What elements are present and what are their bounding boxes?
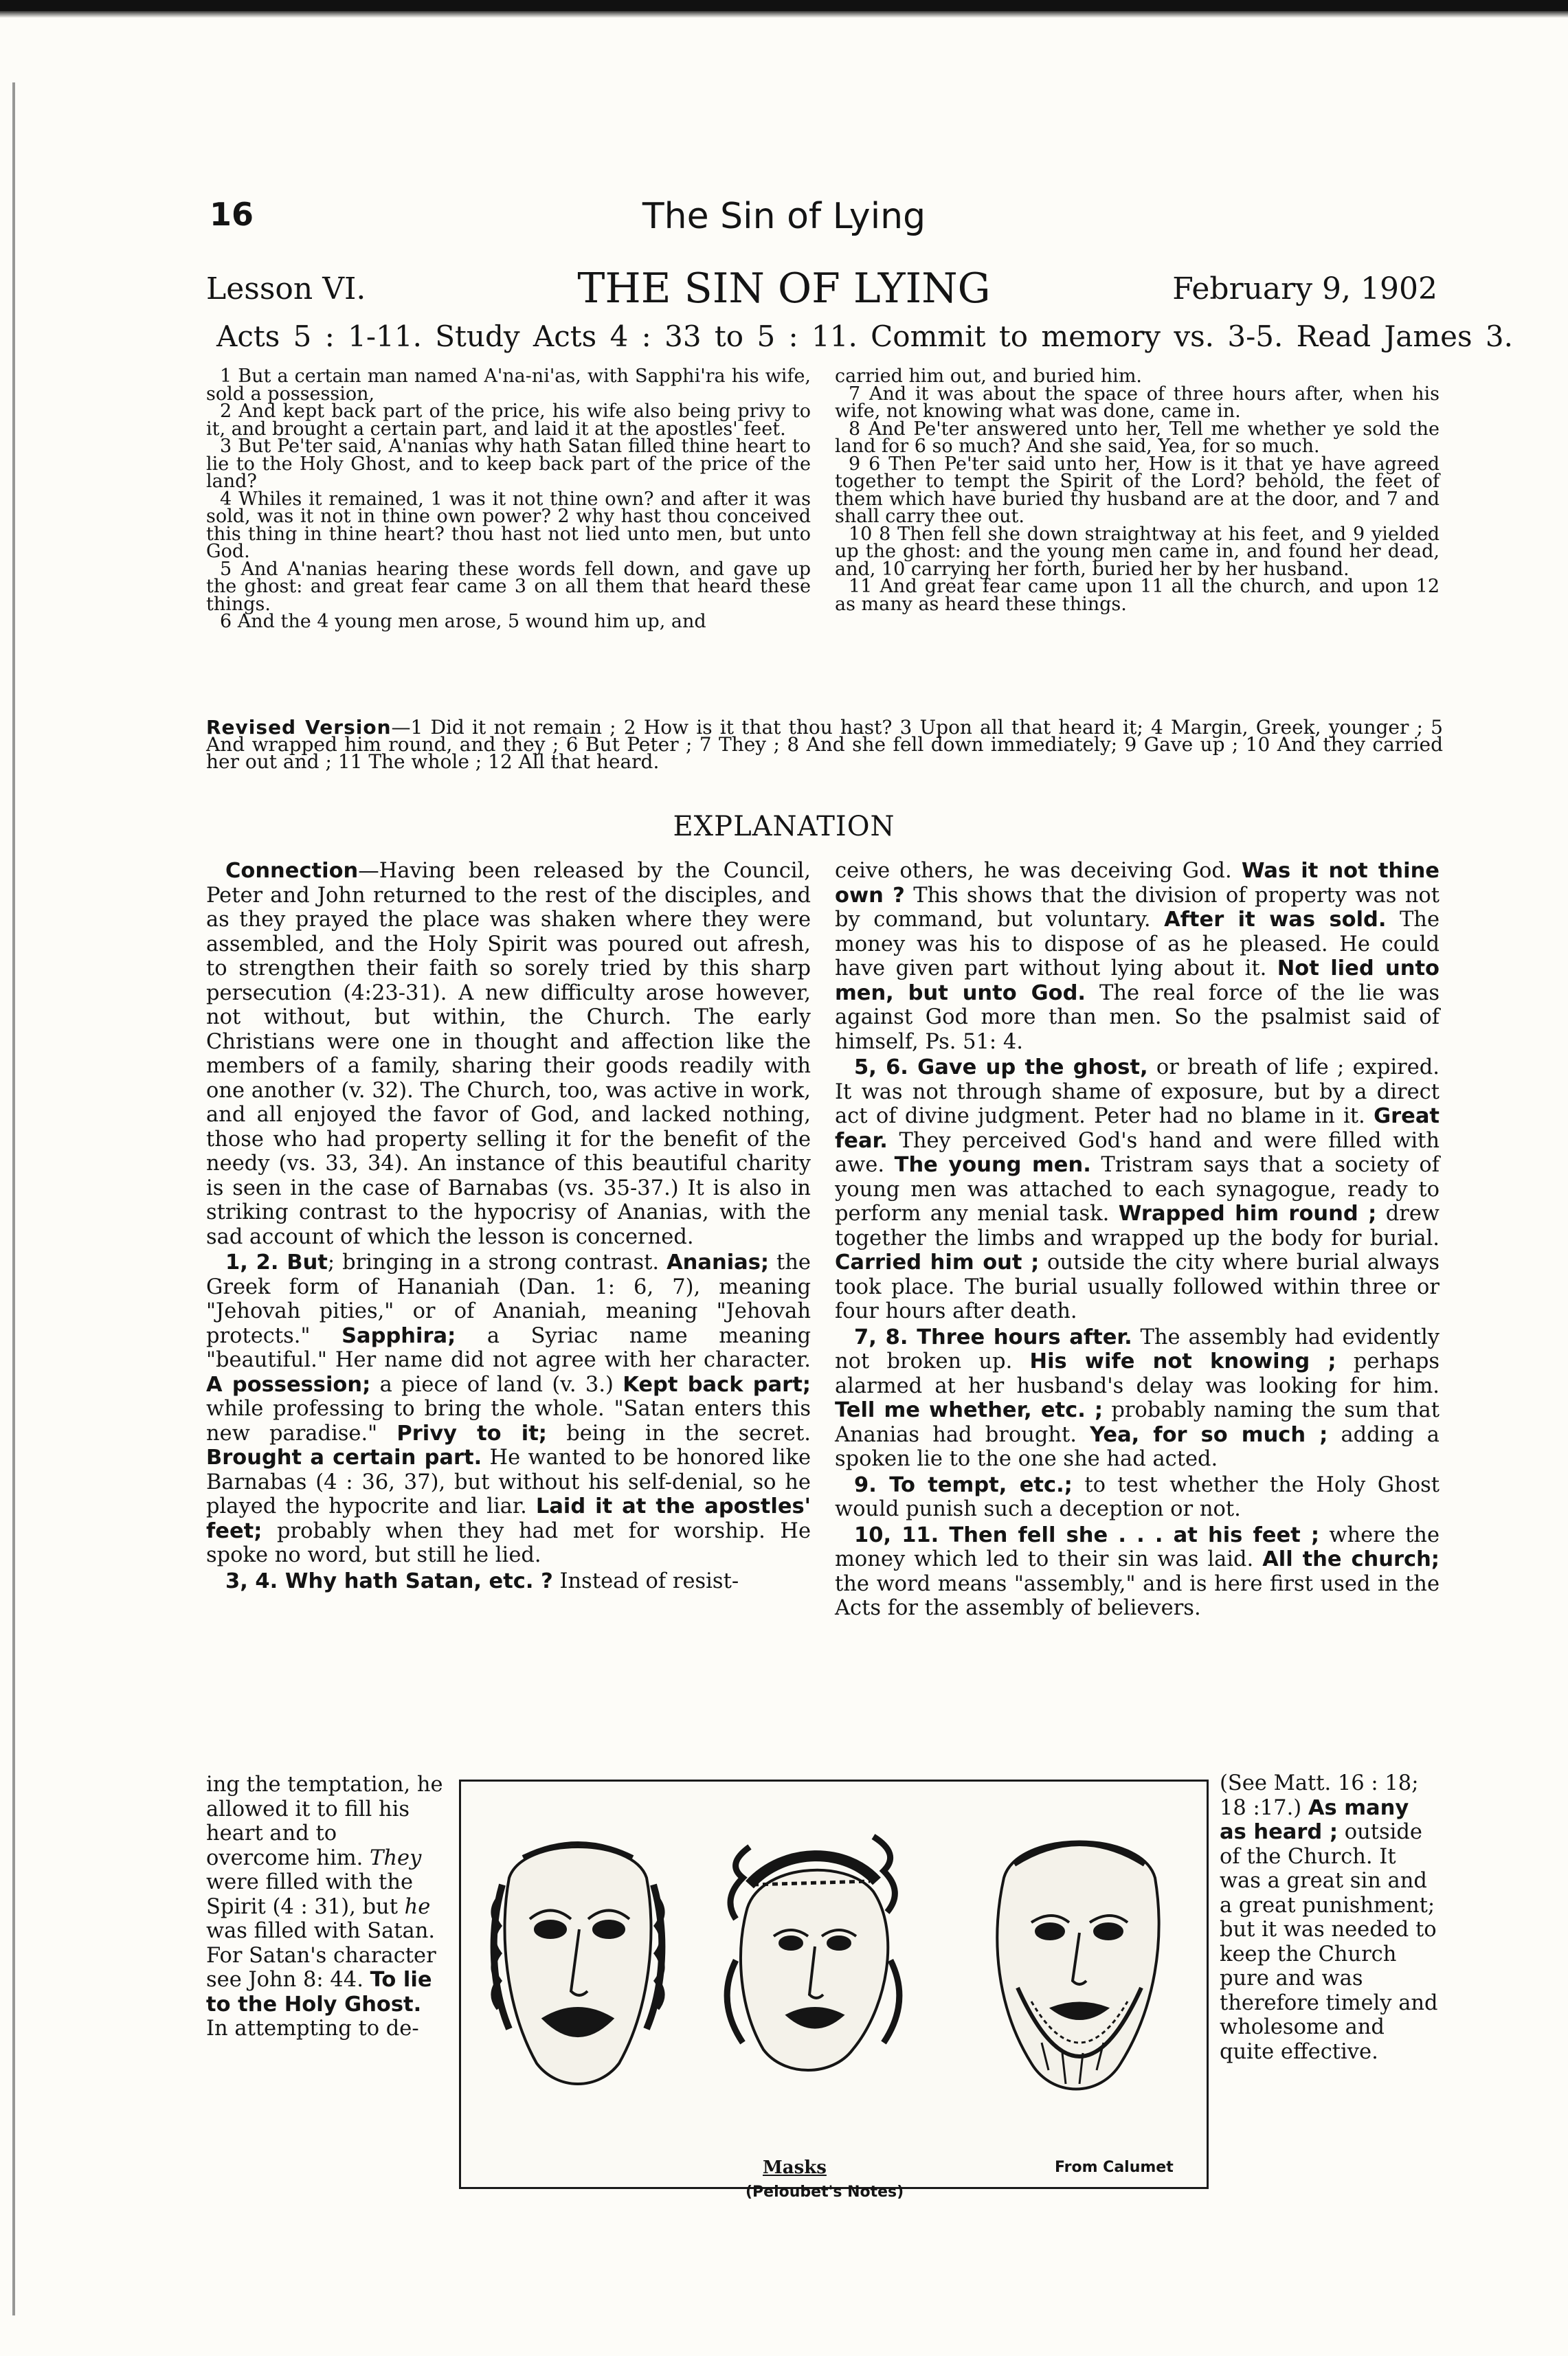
figure-caption: Masks — [763, 2157, 827, 2178]
lesson-date: February 9, 1902 — [1172, 271, 1437, 306]
explanation-paragraph: 3, 4. Why hath Satan, etc. ? Instead of resist- — [225, 1569, 739, 1593]
scan-border-left — [12, 82, 15, 2315]
explanation-paragraph: 5, 6. Gave up the ghost, or breath of life ; expired. It was not through shame of exposure, but by a direct act of divine judgment. Peter had no blame in it. Great fear. They perceived God's hand and were filled with awe. The young men. Tristram says that a society of young men was attached to each synagogue, ready to perform any menial task. Wrapped him round ; drew together the limbs and wrapped up the body for burial. Carried him out ; outside the city where burial always took place. The burial usually followed within three or four hours after death. — [835, 1055, 1440, 1323]
lesson-title: THE SIN OF LYING — [577, 265, 991, 313]
explanation-paragraph: ceive others, he was deceiving God. Was it not thine own ? This shows that the division of property was not by command, but voluntary. After it was sold. The money was his to dispose of as he pleased. He could have given part without lying about it. Not lied unto men, but unto God. The real force of the lie was against God more than men. So the psalmist said of himself, Ps. 51: 4. — [835, 859, 1440, 1054]
verse: 5 And A'nanias hearing these words fell down, and gave up the ghost: and great fear came 3 on all them that heard these things. — [206, 558, 811, 615]
verse: 2 And kept back part of the price, his wife also being privy to it, and brought a certain part, and laid it at the apostles' feet. — [206, 401, 811, 440]
revised-version-label: Revised Version — [206, 716, 392, 739]
scan-shadow — [0, 11, 1568, 18]
verse: 11 And great fear came upon 11 all the church, and upon 12 as many as heard these things. — [835, 576, 1440, 615]
verse: 10 8 Then fell she down straightway at his feet, and 9 yielded up the ghost: and the young men came in, and found her dead, and, 10 carrying her forth, buried her by her husband. — [835, 523, 1440, 580]
scripture-column-right — [835, 368, 1440, 613]
explanation-column-right — [835, 859, 1440, 1622]
verse: 4 Whiles it remained, 1 was it not thine own? and after it was sold, was it not in thine own power? 2 why hast thou conceived this thing in thine heart? thou hast not lied unto men, but unto God. — [206, 488, 811, 562]
scripture-column-left — [206, 368, 811, 631]
explanation-column-left-lower: ing the temptation, he allowed it to fill his heart and to overcome him. They were filled with the Spirit (4 : 31), but he was filled with Satan. For Satan's character see John 8: 44. To lie to the Holy Ghost. In attempting to de- — [206, 1773, 443, 2041]
verse: 1 But a certain man named A'na-ni'as, with Sapphi'ra his wife, sold a possession, — [206, 366, 811, 405]
page-number: 16 — [210, 196, 254, 233]
verse: 8 And Pe'ter answered unto her, Tell me whether ye sold the land for 6 so much? And she said, Yea, for so much. — [835, 418, 1440, 457]
explanation-paragraph: Connection—Having been released by the Council, Peter and John returned to the rest of the disciples, and as they prayed the place was shaken where they were assembled, and the Holy Spirit was poured out afresh, to strengthen their faith so sorely tried by this sharp persecution (4:23-31). A new difficulty arose however, not without, but within, the Church. The early Christians were one in thought and affection like the members of a family, sharing their goods readily with one another (v. 32). The Church, too, was active in work, and all enjoyed the favor of God, and lacked nothing, those who had property selling it for the benefit of the needy (vs. 33, 34). An instance of this beautiful charity is seen in the case of Barnabas (vs. 35-37.) It is also in striking contrast to the hypocrisy of Ananias, with the sad account of which the lesson is concerned. — [206, 859, 811, 1249]
scan-border-top — [0, 0, 1568, 11]
verse: carried him out, and buried him. — [835, 366, 1143, 387]
masks-illustration — [459, 1780, 1209, 2189]
mask-left — [494, 1843, 662, 2084]
figure-credit: (Peloubet's Notes) — [746, 2184, 904, 2201]
revised-version-text: —1 Did it not remain ; 2 How is it that thou hast? 3 Upon all that heard it; 4 Margin, Greek, younger ; 5 And wrapped him round, and they ; 6 But Peter ; 7 They ; 8 And she fell down immediately; 9 Gave up ; 10 And they carried her out and ; 11 The whole ; 12 All that heard. — [206, 716, 1443, 773]
verse: 6 And the 4 young men arose, 5 wound him up, and — [220, 611, 706, 632]
lesson-label: Lesson VI. — [206, 271, 366, 306]
mask-right — [997, 1842, 1158, 2089]
explanation-column-right-lower: (See Matt. 16 : 18; 18 :17.) As many as heard ; outside of the Church. It was a great sin and a great punishment; but it was needed to keep the Church pure and was therefore timely and wholesome and quite effective. — [1220, 1771, 1438, 2064]
figure-source: From Calumet — [1055, 2159, 1174, 2176]
explanation-paragraph: 1, 2. But; bringing in a strong contrast. Ananias; the Greek form of Hananiah (Dan. 1: 6, 7), meaning "Jehovah pities," or of Ananiah, meaning "Jehovah protects." Sapphira; a Syriac name meaning "beautiful." Her name did not agree with her character. A possession; a piece of land (v. 3.) Kept back part; while professing to bring the whole. "Satan enters this new paradise." Privy to it; being in the secret. Brought a certain part. He wanted to be honored like Barnabas (4 : 36, 37), but without his self-denial, so he played the hypocrite and liar. Laid it at the apostles' feet; probably when they had met for worship. He spoke no word, but still he lied. — [206, 1250, 811, 1567]
explanation-paragraph: 7, 8. Three hours after. The assembly had evidently not broken up. His wife not knowing ; perhaps alarmed at her husband's delay was looking for him. Tell me whether, etc. ; probably naming the sum that Ananias had brought. Yea, for so much ; adding a spoken lie to the one she had acted. — [835, 1325, 1440, 1471]
explanation-paragraph: 9. To tempt, etc.; to test whether the Holy Ghost would punish such a deception or not. — [835, 1472, 1440, 1521]
explanation-paragraph: 10, 11. Then fell she . . . at his feet ; where the money which led to their sin was laid. All the church; the word means "assembly," and is here first used in the Acts for the assembly of believers. — [835, 1523, 1440, 1620]
explanation-heading: EXPLANATION — [673, 811, 895, 842]
lesson-references: Acts 5 : 1-11. Study Acts 4 : 33 to 5 : 11. Commit to memory vs. 3-5. Read James 3. — [216, 319, 1513, 353]
verse: 3 But Pe'ter said, A'nanias why hath Satan filled thine heart to lie to the Holy Ghost, and to keep back part of the price of the land? — [206, 436, 811, 492]
masks-drawing — [461, 1782, 1207, 2187]
revised-version-notes — [206, 716, 1443, 773]
mask-middle — [727, 1837, 899, 2070]
verse: 9 6 Then Pe'ter said unto her, How is it that ye have agreed together to tempt the Spirit of the Lord? behold, the feet of them which have buried thy husband are at the door, and 7 and shall carry thee out. — [835, 453, 1440, 527]
running-head: The Sin of Lying — [642, 196, 926, 237]
verse: 7 And it was about the space of three hours after, when his wife, not knowing what was done, came in. — [835, 383, 1440, 422]
explanation-column-left — [206, 859, 811, 1595]
